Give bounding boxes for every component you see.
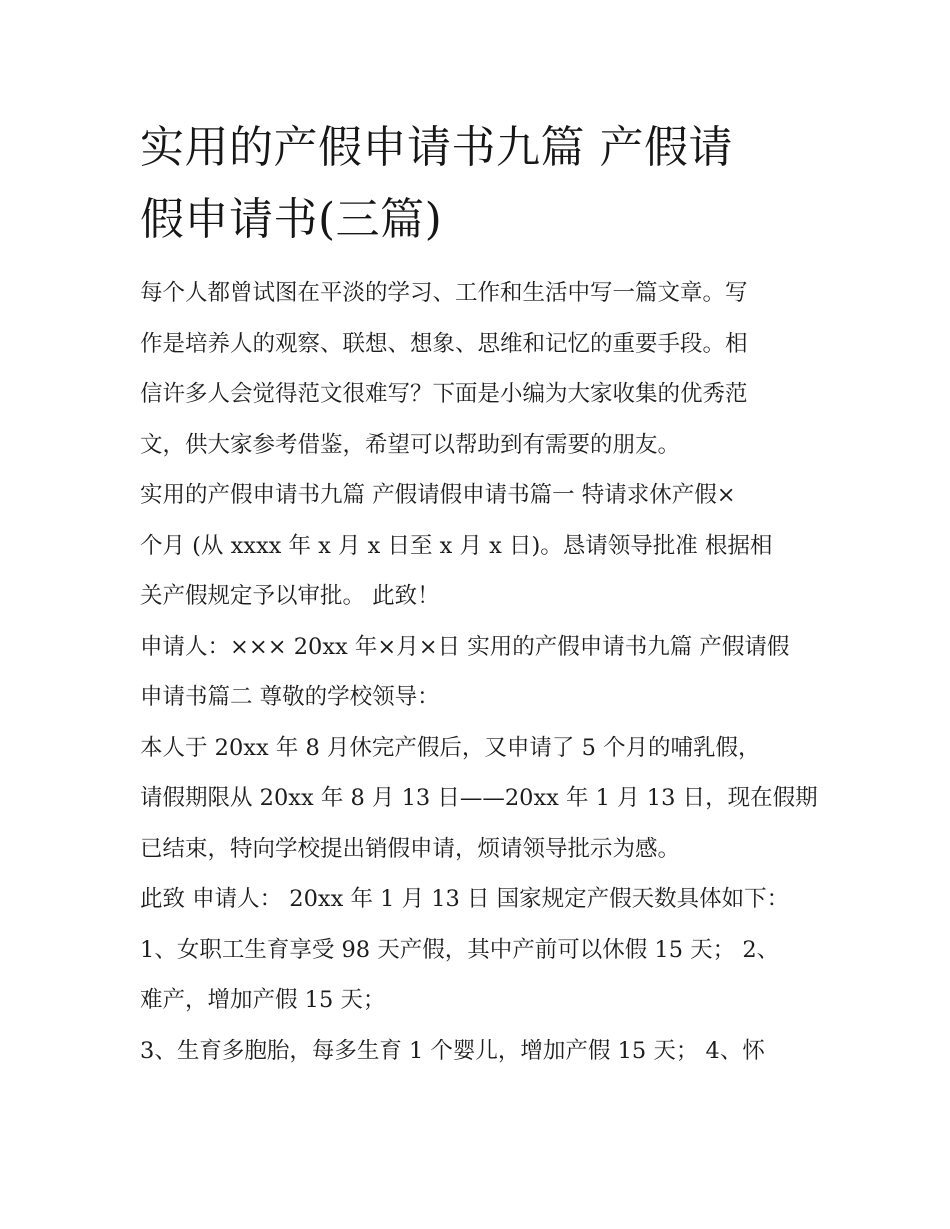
cancel-leave-paragraph [140,723,818,875]
text-line: 关产假规定予以审批。 此致！ [140,583,440,609]
title-line: 实用的产假申请书九篇 产假请 [140,122,733,173]
document-body [140,112,818,1076]
text-line: 申请人：××× 20xx 年×月×日 实用的产假申请书九篇 产假请假 [140,633,790,660]
intro-paragraph [140,268,812,470]
text-line: 3、生育多胞胎，每多生育 1 个婴儿，增加产假 15 天； 4、怀 [140,1037,765,1064]
text-line: 请假期限从 20xx 年 8 月 13 日——20xx 年 1 月 13 日，现在假期 [140,785,818,811]
request-paragraph-one [140,470,812,622]
title-line: 假申请书(三篇) [140,194,443,245]
regulation-paragraph [140,874,812,1026]
applicant-paragraph [140,622,812,723]
text-line: 作是培养人的观察、联想、想象、思维和记忆的重要手段。相 [140,330,748,357]
text-line: 每个人都曾试图在平淡的学习、工作和生活中写一篇文章。写 [140,280,748,306]
text-line: 1、女职工生育享受 98 天产假，其中产前可以休假 15 天； 2、 [140,936,780,963]
text-line: 已结束，特向学校提出销假申请，烦请领导批示为感。 [140,835,681,862]
multiple-birth-paragraph [140,1026,812,1077]
document-title [140,112,812,256]
text-line: 此致 申请人： 20xx 年 1 月 13 日 国家规定产假天数具体如下： [140,886,790,912]
text-line: 本人于 20xx 年 8 月休完产假后，又申请了 5 个月的哺乳假， [140,734,761,761]
text-line: 文，供大家参考借鉴，希望可以帮助到有需要的朋友。 [140,431,681,458]
text-line: 难产，增加产假 15 天； [140,987,386,1013]
text-line: 申请书篇二 尊敬的学校领导： [140,684,440,710]
text-line: 个月 (从 xxxx 年 x 月 x 日至 x 月 x 日)。恳请领导批准 根据相 [140,532,773,559]
text-line: 实用的产假申请书九篇 产假请假申请书篇一 特请求休产假× [140,482,736,508]
text-line: 信许多人会觉得范文很难写？下面是小编为大家收集的优秀范 [140,381,748,407]
